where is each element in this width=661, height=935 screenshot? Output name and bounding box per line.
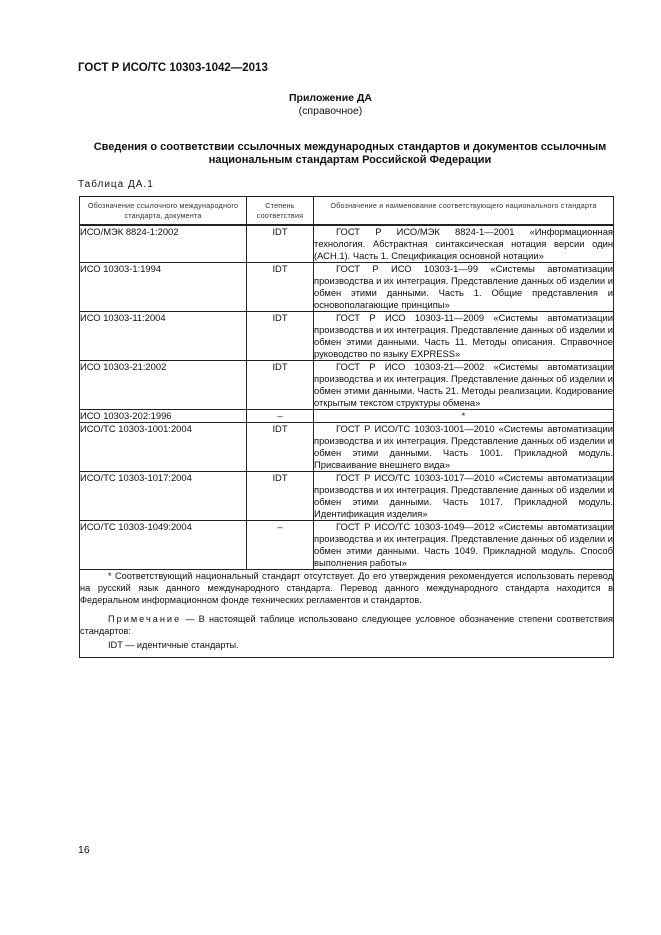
reference-cell: ИСО/МЭК 8824-1:2002 [80, 225, 247, 263]
reference-cell: ИСО 10303-1:1994 [80, 263, 247, 312]
document-code: ГОСТ Р ИСО/ТС 10303-1042—2013 [78, 62, 268, 74]
national-text: ГОСТ Р ИСО/ТС 10303-1001—2010 «Системы автоматизации производства и их интеграция. Представление данных об изделии и обмен этими данными. Часть 1001. Прикладной модуль. Присваивание внешнего вида» [314, 423, 613, 470]
national-text: ГОСТ Р ИСО 10303-1—99 «Системы автоматизации производства и их интеграция. Представление данных об изделии и обмен этими данными. Часть 1. Общие представления и основополагающие принципы» [314, 263, 613, 310]
footnote: * Соответствующий национальный стандарт отсутствует. До его утверждения рекомендуется использовать перевод на русский язык данного международного стандарта. Перевод данного международного стандарта находится в Федеральном информационном фонде технических регламентов и стандартов. [80, 571, 613, 605]
table-row [80, 225, 614, 263]
appendix-subtitle: (справочное) [298, 105, 363, 117]
table-row [80, 361, 614, 410]
national-cell [314, 263, 614, 312]
table-row [80, 410, 614, 423]
table-row [80, 521, 614, 570]
national-text: ГОСТ Р ИСО 10303-21—2002 «Системы автоматизации производства и их интеграция. Представление данных об изделии и обмен этими данными. Часть 21. Методы реализации. Кодирование открытым текстом структуры обмена» [314, 361, 613, 408]
degree-cell: – [247, 410, 314, 423]
degree-cell: IDT [247, 263, 314, 312]
table-row [80, 472, 614, 521]
header-national-standard: Обозначение и наименование соответствующего национального стандарта [314, 197, 614, 226]
degree-cell: – [247, 521, 314, 570]
national-text: ГОСТ Р ИСО/МЭК 8824-1—2001 «Информационная технология. Абстрактная синтаксическая нотация версии один (АСН.1). Часть 1. Спецификация основной нотации» [314, 226, 613, 261]
table-caption: Таблица ДА.1 [78, 179, 154, 190]
national-cell [314, 472, 614, 521]
table-row [80, 423, 614, 472]
degree-cell: IDT [247, 225, 314, 263]
reference-cell: ИСО/ТС 10303-1001:2004 [80, 423, 247, 472]
national-cell: * [314, 410, 614, 423]
national-cell [314, 521, 614, 570]
header-reference-standard: Обозначение ссылочного международного стандарта, документа [80, 197, 247, 226]
reference-cell: ИСО/ТС 10303-1049:2004 [80, 521, 247, 570]
note-text: — В настоящей таблице использовано следующее условное обозначение степени соответствия стандартов: [80, 614, 613, 636]
national-text: ГОСТ Р ИСО/ТС 10303-1017—2010 «Системы автоматизации производства и их интеграция. Представление данных об изделии и обмен этими данными. Часть 1017. Прикладной модуль. Идентификация изделия» [314, 472, 613, 519]
correspondence-table [79, 196, 614, 658]
reference-cell: ИСО 10303-11:2004 [80, 312, 247, 361]
note [80, 613, 613, 637]
national-cell [314, 312, 614, 361]
table-row [80, 312, 614, 361]
table-row [80, 263, 614, 312]
page-number: 16 [78, 844, 90, 856]
idt-definition: IDT — идентичные стандарты. [108, 640, 239, 650]
degree-cell: IDT [247, 472, 314, 521]
section-title: Сведения о соответствии ссылочных международных стандартов и документов ссылочным национальным стандартам Российской Федерации [93, 141, 607, 166]
national-cell [314, 361, 614, 410]
national-cell [314, 225, 614, 263]
note-label: Примечание [108, 614, 182, 624]
national-text: ГОСТ Р ИСО 10303-11—2009 «Системы автоматизации производства и их интеграция. Представление данных об изделии и обмен этими данными. Часть 11. Методы описания. Справочное руководство по языку EXPRESS» [314, 312, 613, 359]
reference-cell: ИСО 10303-202:1996 [80, 410, 247, 423]
reference-cell: ИСО 10303-21:2002 [80, 361, 247, 410]
degree-cell: IDT [247, 361, 314, 410]
table-header-row [80, 197, 614, 226]
degree-cell: IDT [247, 312, 314, 361]
national-cell [314, 423, 614, 472]
degree-cell: IDT [247, 423, 314, 472]
notes-row [80, 570, 614, 658]
appendix-heading [0, 92, 661, 118]
reference-cell: ИСО/ТС 10303-1017:2004 [80, 472, 247, 521]
national-text: ГОСТ Р ИСО/ТС 10303-1049—2012 «Системы автоматизации производства и их интеграция. Представление данных об изделии и обмен этими данными. Часть 1049. Прикладной модуль. Способ выполнения работы» [314, 521, 613, 568]
appendix-title: Приложение ДА [289, 92, 372, 104]
table-notes [80, 570, 614, 658]
header-degree: Степень соответствия [247, 197, 314, 226]
